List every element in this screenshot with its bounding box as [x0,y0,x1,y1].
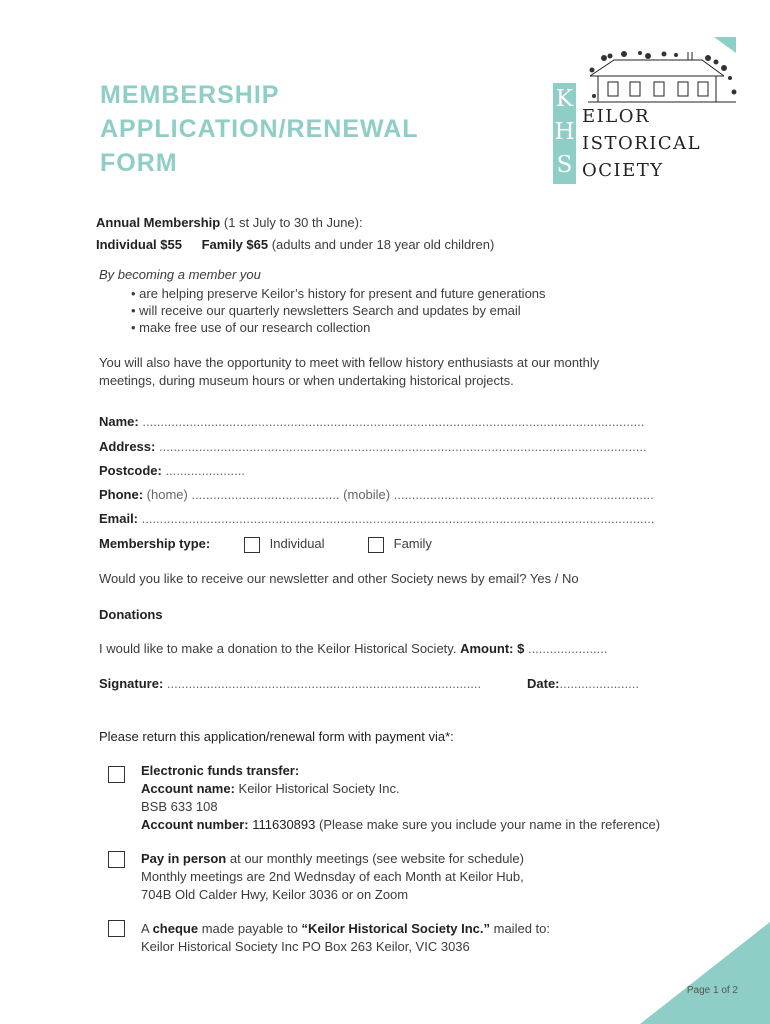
individual-checkbox[interactable] [244,537,260,553]
family-checkbox[interactable] [368,537,384,553]
individual-option-label: Individual [269,536,325,551]
title-line-2: APPLICATION/RENEWAL [100,115,419,143]
in-person-line-3: 704B Old Calder Hwy, Keilor 3036 or on Zoom [141,887,409,902]
in-person-title [141,850,524,868]
eft-account-name [141,780,400,798]
donation-line[interactable] [99,640,607,658]
name-label: Name: [99,414,139,429]
name-field[interactable] [99,413,644,431]
in-person-checkbox[interactable] [108,851,125,868]
benefit-item: • are helping preserve Keilor’s history for present and future generations [131,286,546,301]
email-dots: .............................................................................................................................................. [138,511,655,526]
phone-dots: (home) ......................................... (mobile) ........................................................................ [143,487,654,502]
title-line-3: FORM [100,149,178,177]
eft-account-number [141,816,660,834]
cheque-title: cheque [152,921,199,936]
date-dots: ...................... [559,676,639,691]
address-dots: ....................................................................................................................................... [155,439,647,454]
newsletter-question: Would you like to receive our newsletter and other Society news by email? Yes / No [99,571,579,586]
benefit-item: • make free use of our research collection [131,320,371,335]
cheque-payee: “Keilor Historical Society Inc.” [301,921,491,936]
postcode-field[interactable] [99,462,245,480]
payment-intro: Please return this application/renewal form with payment via*: [99,729,454,744]
title-line-1: MEMBERSHIP [100,81,280,109]
logo-word-2: ISTORICAL [582,133,702,154]
house-sketch-icon [584,48,740,108]
benefit-item: • will receive our quarterly newsletters Search and updates by email [131,303,521,318]
eft-title [141,762,299,780]
annual-membership-label: Annual Membership [96,215,221,230]
cheque-middle: made payable to [198,921,302,936]
opportunity-line-1: You will also have the opportunity to meet with fellow history enthusiasts at our monthly [99,355,600,370]
signature-field[interactable] [99,675,481,693]
donation-text: I would like to make a donation to the Keilor Historical Society. [99,641,461,656]
membership-type-row [99,535,210,553]
logo-word-1: EILOR [582,106,651,127]
annual-membership-line [96,214,363,232]
footer-triangle-icon [640,922,770,1024]
email-label: Email: [99,511,139,526]
logo-word-3: OCIETY [582,160,664,181]
signature-label: Signature: [99,676,164,691]
postcode-dots: ...................... [161,463,245,478]
in-person-title-rest: at our monthly meetings (see website for schedule) [226,851,524,866]
postcode-label: Postcode: [99,463,162,478]
eft-account-number-label: Account number: [141,817,249,832]
page-number: Page 1 of 2 [686,985,738,996]
opportunity-line-2: meetings, during museum hours or when undertaking historical projects. [99,373,514,388]
membership-type-label: Membership type: [99,536,211,551]
eft-account-number-note: (Please make sure you include your name in the reference) [315,817,661,832]
phone-field[interactable] [99,486,654,504]
cheque-checkbox[interactable] [108,920,125,937]
donation-amount-label: Amount: $ [460,641,525,656]
in-person-line-2: Monthly meetings are 2nd Wednsday of each Month at Keilor Hub, [141,869,524,884]
in-person-title-text: Pay in person [141,851,227,866]
individual-option[interactable] [244,535,325,553]
family-price: Family $65 [201,237,269,252]
logo-initials [553,83,576,184]
eft-account-name-value: Keilor Historical Society Inc. [234,781,400,796]
family-option-label: Family [393,536,432,551]
individual-price: Individual $55 [96,237,182,252]
date-field[interactable] [527,675,639,693]
cheque-prefix: A [141,921,153,936]
phone-label: Phone: [99,487,144,502]
eft-checkbox[interactable] [108,766,125,783]
eft-account-name-label: Account name: [141,781,235,796]
email-field[interactable] [99,510,655,528]
eft-bsb: BSB 633 108 [141,799,218,814]
date-label: Date: [527,676,560,691]
cheque-address: Keilor Historical Society Inc PO Box 263 Keilor, VIC 3036 [141,939,470,954]
logo-wordmark [582,103,701,184]
pricing-line [96,236,494,254]
eft-account-number-value: 111630893 [248,817,316,832]
page-title [100,78,520,180]
benefits-intro: By becoming a member you [99,267,261,282]
address-label: Address: [99,439,156,454]
logo-letter-s: S [556,152,573,178]
family-note: (adults and under 18 year old children) [268,237,495,252]
signature-dots: ....................................................................................... [163,676,482,691]
donation-amount-dots: ...................... [524,641,608,656]
donations-heading: Donations [99,607,163,622]
family-option[interactable] [368,535,432,553]
annual-membership-period: (1 st July to 30 th June): [220,215,363,230]
name-dots: ........................................................................................................................................... [138,414,645,429]
logo-letter-k: K [555,86,574,112]
eft-title-text: Electronic funds transfer: [141,763,300,778]
address-field[interactable] [99,438,647,456]
logo-letter-h: H [554,119,575,145]
cheque-suffix: mailed to: [490,921,550,936]
cheque-line [141,920,550,938]
